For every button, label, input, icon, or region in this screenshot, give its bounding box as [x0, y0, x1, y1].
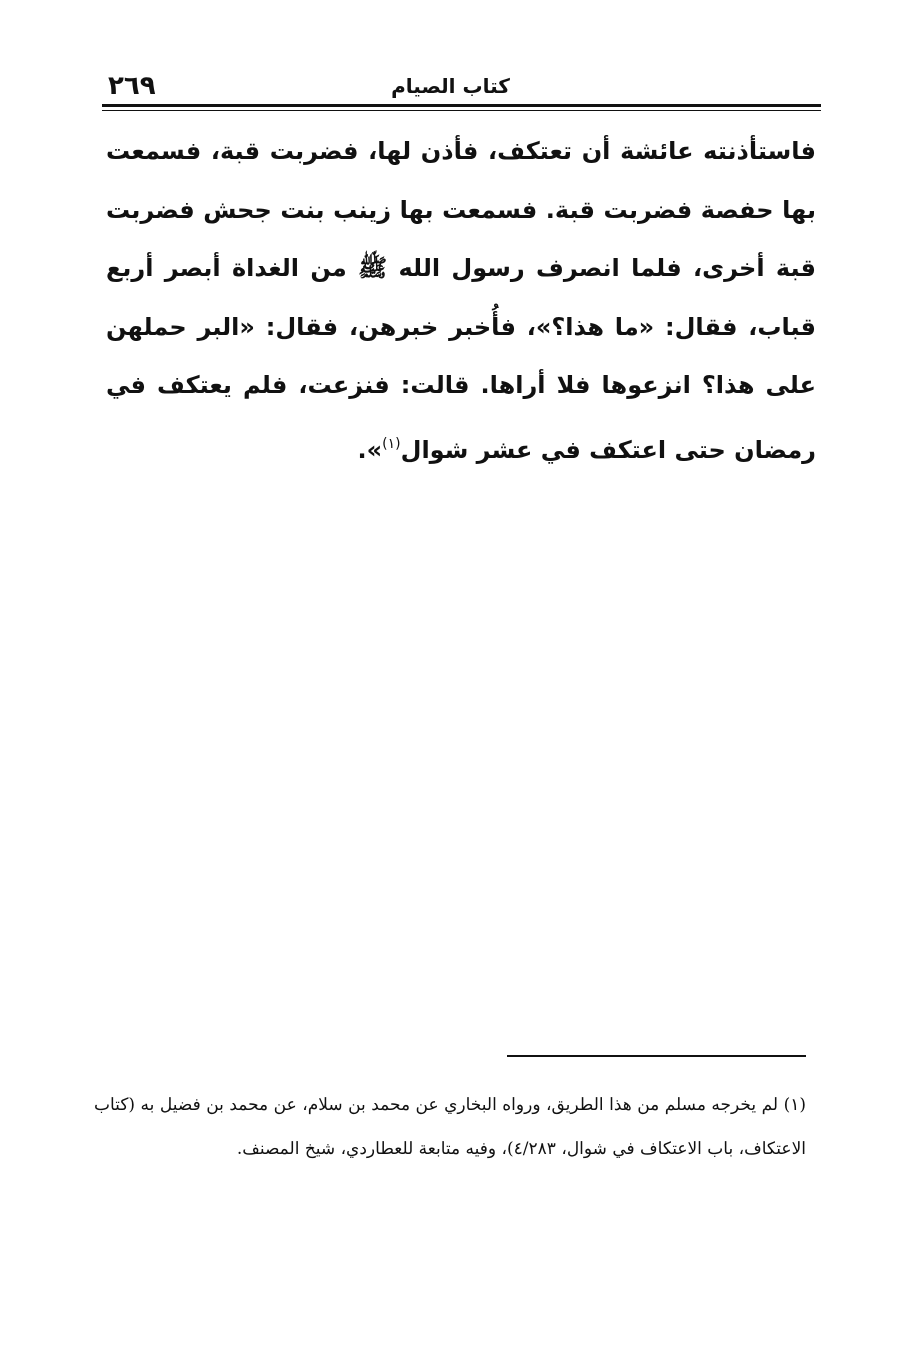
body-paragraph [106, 122, 816, 479]
body-text: فاستأذنته عائشة أن تعتكف، فأذن لها، فضربت قبة، فسمعت بها حفصة فضربت قبة. فسمعت بها زينب بنت جحش فضربت قبة أخرى، فلما انصرف رسول الله ﷺ من الغداة أبصر أربع قباب، فقال: «ما هذا؟»، فأُخبر خبرهن، فقال: «البر حملهن على هذا؟ انزعوها فلا أراها. قالت: فنزعت، فلم يعتكف في رمضان حتى اعتكف في عشر شوال [106, 137, 816, 464]
body-text-end: ». [357, 435, 383, 464]
header-rule-thick [102, 104, 821, 107]
page-number: ٢٦٩ [108, 71, 156, 101]
main-text [106, 122, 816, 479]
header-rule-thin [102, 110, 821, 111]
footnote-1: (١) لم يخرجه مسلم من هذا الطريق، ورواه البخاري عن محمد بن سلام، عن محمد بن فضيل به (كتاب الاعتكاف، باب الاعتكاف في شوال، ٤/٢٨٣)، وفيه متابعة للعطاردي، شيخ المصنف. [94, 1095, 806, 1159]
running-title: كتاب الصيام [391, 74, 510, 98]
footnote-reference: (١) [382, 435, 401, 452]
footnote-separator [507, 1055, 806, 1057]
footnotes [94, 1083, 806, 1171]
